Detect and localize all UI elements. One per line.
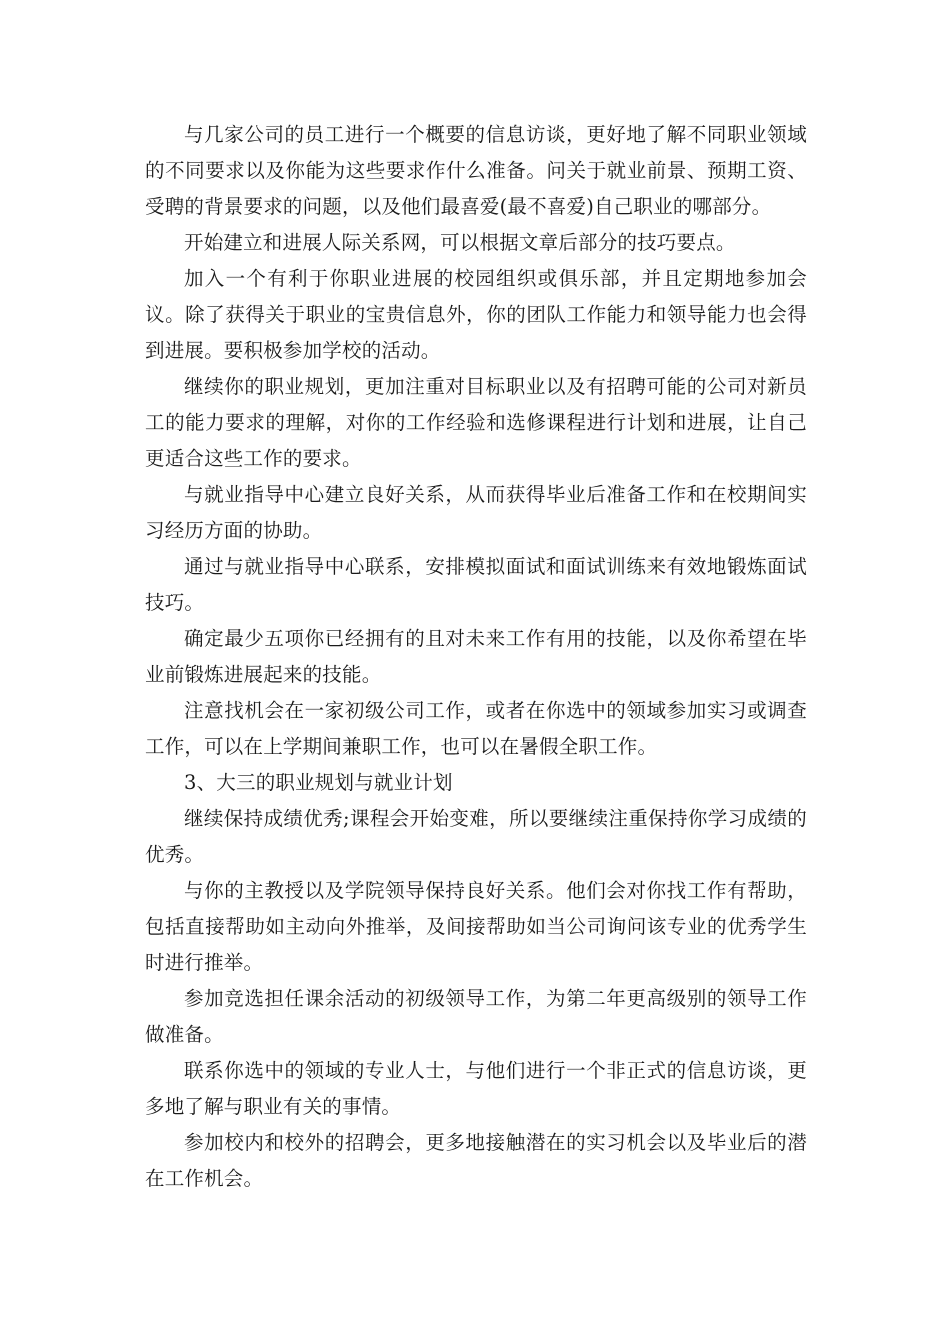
paragraph-5: 与就业指导中心建立良好关系，从而获得毕业后准备工作和在校期间实习经历方面的协助。 [145, 483, 807, 542]
document-body [145, 117, 807, 1197]
paragraph-13: 联系你选中的领域的专业人士，与他们进行一个非正式的信息访谈，更多地了解与职业有关的事情。 [145, 1059, 807, 1118]
paragraph-11: 与你的主教授以及学院领导保持良好关系。他们会对你找工作有帮助，包括直接帮助如主动向外推举，及间接帮助如当公司询问该专业的优秀学生时进行推举。 [145, 879, 807, 974]
paragraph-14: 参加校内和校外的招聘会，更多地接触潜在的实习机会以及毕业后的潜在工作机会。 [145, 1131, 807, 1190]
paragraph-2: 开始建立和进展人际关系网，可以根据文章后部分的技巧要点。 [184, 231, 736, 254]
paragraph-6: 通过与就业指导中心联系，安排模拟面试和面试训练来有效地锻炼面试技巧。 [145, 555, 807, 614]
paragraph-4: 继续你的职业规划，更加注重对目标职业以及有招聘可能的公司对新员工的能力要求的理解，对你的工作经验和选修课程进行计划和进展，让自己更适合这些工作的要求。 [145, 375, 807, 470]
section-heading: 3、大三的职业规划与就业计划 [184, 771, 453, 794]
paragraph-12: 参加竞选担任课余活动的初级领导工作，为第二年更高级别的领导工作做准备。 [145, 987, 807, 1046]
paragraph-10: 继续保持成绩优秀;课程会开始变难，所以要继续注重保持你学习成绩的优秀。 [145, 807, 807, 866]
paragraph-1: 与几家公司的员工进行一个概要的信息访谈，更好地了解不同职业领域的不同要求以及你能为这些要求作什么准备。问关于就业前景、预期工资、受聘的背景要求的问题，以及他们最喜爱(最不喜爱)自己职业的哪部分。 [145, 123, 807, 218]
paragraph-3: 加入一个有利于你职业进展的校园组织或俱乐部，并且定期地参加会议。除了获得关于职业的宝贵信息外，你的团队工作能力和领导能力也会得到进展。要积极参加学校的活动。 [145, 267, 807, 362]
paragraph-7: 确定最少五项你已经拥有的且对未来工作有用的技能，以及你希望在毕业前锻炼进展起来的技能。 [145, 627, 807, 686]
paragraph-8: 注意找机会在一家初级公司工作，或者在你选中的领域参加实习或调查工作，可以在上学期间兼职工作，也可以在暑假全职工作。 [145, 699, 807, 758]
